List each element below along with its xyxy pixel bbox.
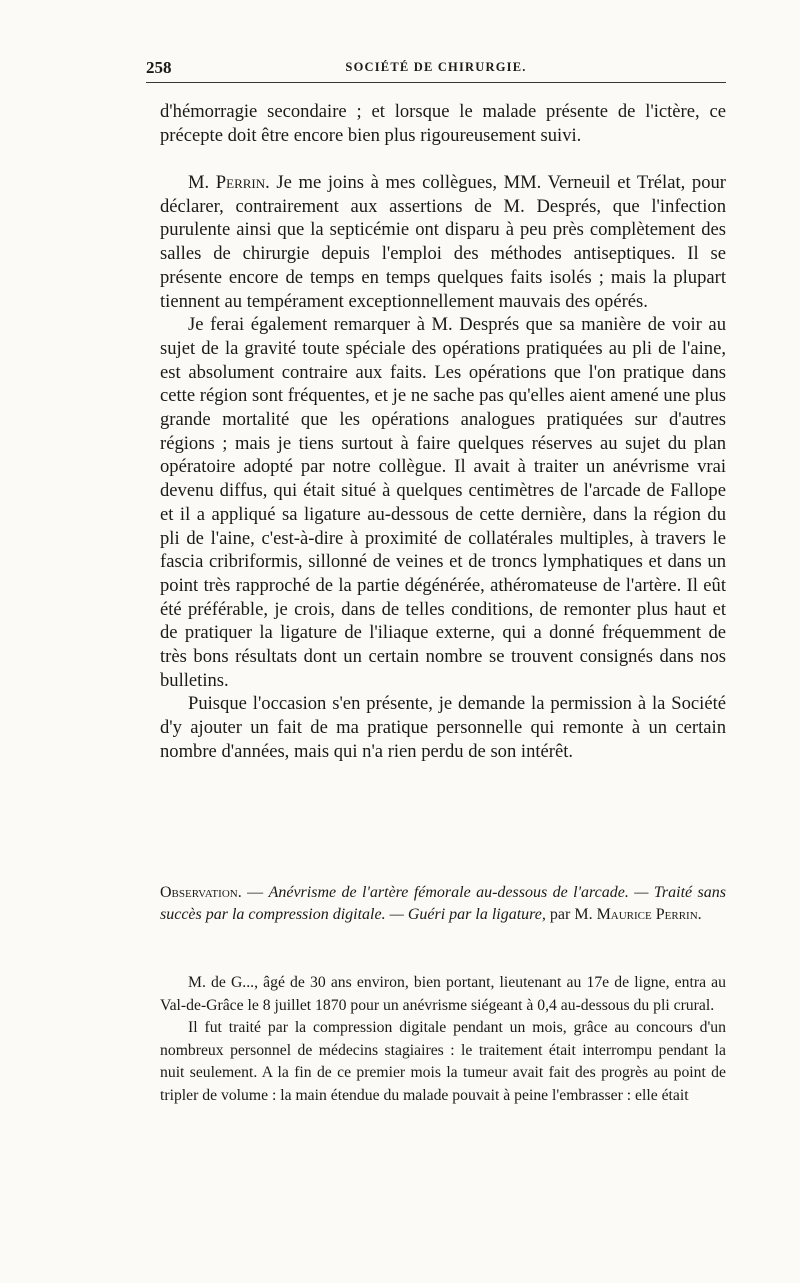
observation-heading <box>160 882 726 926</box>
observation-by: par M. <box>549 906 593 923</box>
text-block-opening <box>160 100 726 147</box>
paragraph-remarquer: Je ferai également remarquer à M. Després que sa manière de voir au sujet de la gravité toute spéciale des opérations pratiquées au pli de l'aine, est absolument contraire aux faits. Les opérations que l'on pratique dans cette région sont fréquentes, et je ne sache pas qu'elles aient amené une plus grande mortalité que les opérations analogues pratiquées sur d'autres régions ; mais je tiens surtout à faire quelques réserves au sujet du plan opératoire adopté par notre collègue. Il avait à traiter un anévrisme vrai devenu diffus, qui était situé à quelques centimètres de l'arcade de Fallope et il a appliqué sa ligature au-dessous de cette dernière, dans la région du pli de l'aine, c'est-à-dire à proximité de collatérales multiples, à travers le fascia cribriformis, sillonné de veines et de troncs lymphatiques et dans un point très rapproché de la partie dégénérée, athéromateuse de l'artère. Il eût été préférable, je crois, dans de telles conditions, de remonter plus haut et de pratiquer la ligature de l'iliaque externe, qui a donné fréquemment de très bons résultats dont un certain nombre se trouvent consignés dans nos bulletins. <box>160 314 726 691</box>
paragraph-perrin <box>160 171 726 313</box>
observation-title-italic: Anévrisme de l'artère fémorale au-dessous de l'arcade. — Traité sans succès par la compression digitale. — Guéri par la ligature, <box>160 884 727 923</box>
running-head: SOCIÉTÉ DE CHIRURGIE. <box>345 60 527 74</box>
page-header <box>146 58 726 86</box>
text-block-perrin <box>160 171 726 764</box>
case-text <box>160 972 726 1108</box>
observation-title: Observation. — Anévrisme de l'artère fémorale au-dessous de l'arcade. — Traité sans succès par la compression digitale. — Guéri par la ligature, par M. Maurice Perrin. <box>160 884 727 923</box>
header-rule <box>146 82 726 83</box>
case-paragraph-2: Il fut traité par la compression digitale pendant un mois, grâce au concours d'un nombreux personnel de médecins stagiaires : le traitement était interrompu pendant la nuit seulement. A la fin de ce premier mois la tumeur avait fait des progrès au point de tripler de volume : la main étendue du malade pouvait à peine l'embrasser : elle était <box>160 1019 726 1104</box>
paragraph-ictere: d'hémorragie secondaire ; et lorsque le malade présente de l'ictère, ce précepte doit être encore bien plus rigoureusement suivi. <box>160 101 726 146</box>
paragraph-perrin-text: Je me joins à mes collègues, MM. Verneuil et Trélat, pour déclarer, contrairement aux assertions de M. Després, que l'infection purulente ainsi que la septicémie ont disparu à peu près complètement des salles de chirurgie depuis l'emploi des méthodes antiseptiques. Il se présente encore de temps en temps quelques faits isolés ; mais la plupart tiennent au tempérament exceptionnellement mauvais des opérés. <box>160 172 726 312</box>
speaker-name: M. Perrin. <box>188 172 270 193</box>
observation-author: Maurice Perrin. <box>596 906 702 923</box>
page-number: 258 <box>146 58 172 77</box>
observation-label: Observation. <box>160 884 242 901</box>
paragraph-occasion: Puisque l'occasion s'en présente, je demande la permission à la Société d'y ajouter un fait de ma pratique personnelle qui remonte à un certain nombre d'années, mais qui n'a rien perdu de son intérêt. <box>160 693 726 762</box>
case-paragraph-1: M. de G..., âgé de 30 ans environ, bien portant, lieutenant au 17e de ligne, entra au Val-de-Grâce le 8 juillet 1870 pour un anévrisme siégeant à 0,4 au-dessous du pli crural. <box>160 974 726 1014</box>
